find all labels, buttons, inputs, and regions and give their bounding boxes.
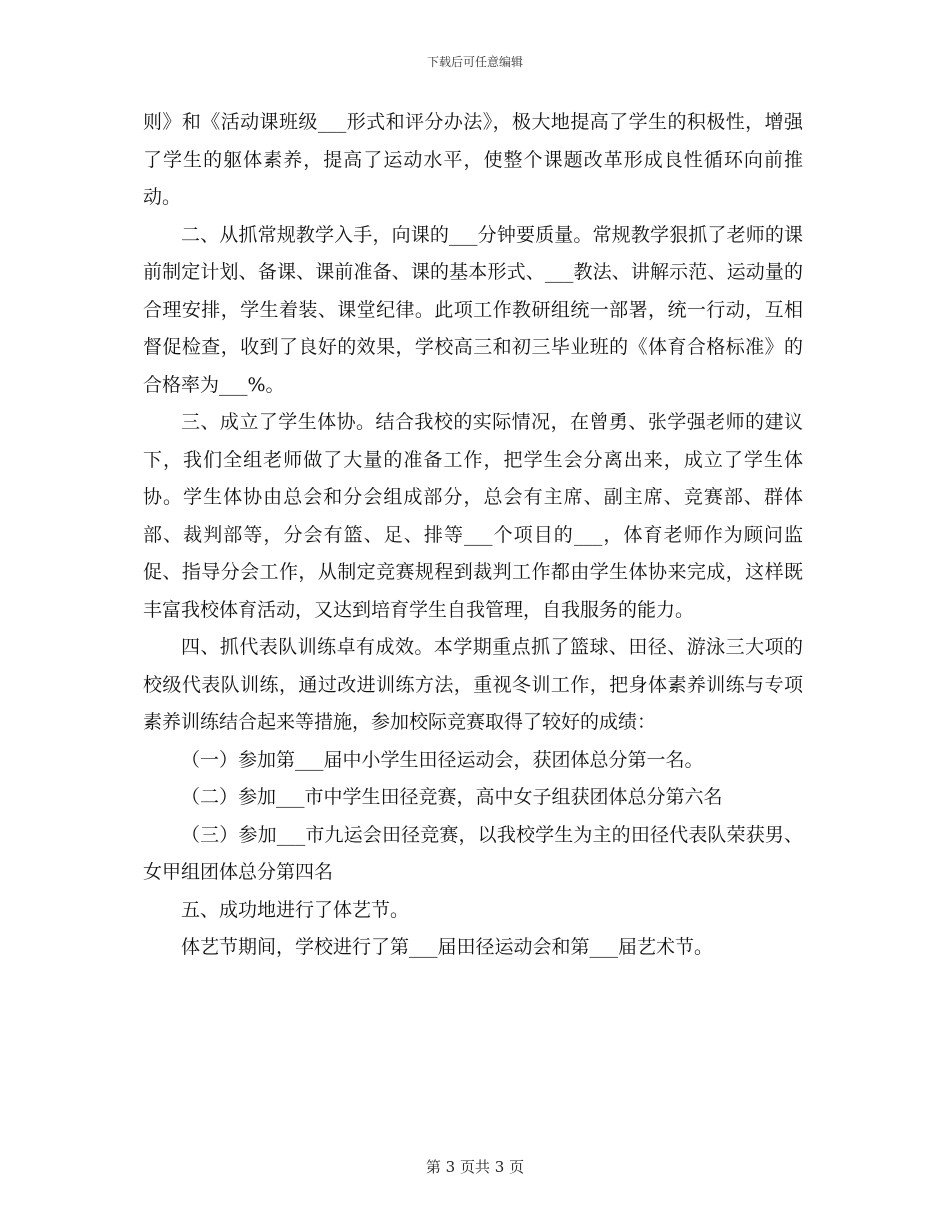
paragraph-3: 三、成立了学生体协。结合我校的实际情况，在曾勇、张学强老师的建议下，我们全组老师做了大量的准备工作，把学生会分离出来，成立了学生体协。学生体协由总会和分会组成部分，总会有主席、副主席、竞赛部、群体部、裁判部等，分会有篮、足、排等___个项目的___，体育老师作为顾问监促、指导分会工作，从制定竞赛规程到裁判工作都由学生体协来完成，这样既丰富我校体育活动，又达到培育学生自我管理，自我服务的能力。 (143, 411, 803, 621)
page-header: 下载后可任意编辑 (426, 55, 523, 69)
page-footer: 第 3 页共 3 页 (425, 1158, 525, 1176)
paragraph-4: 四、抓代表队训练卓有成效。本学期重点抓了篮球、田径、游泳三大项的校级代表队训练，通过改进训练方法，重视冬训工作，把身体素养训练与专项素养训练结合起来等措施，参加校际竞赛取得了较好的成绩： (143, 636, 803, 733)
paragraph-6: 体艺节期间，学校进行了第___届田径运动会和第___届艺术节。 (181, 936, 714, 958)
list-item-3: （三）参加___市九运会田径竞赛，以我校学生为主的田径代表队荣获男、女甲组团体总分第四名 (143, 823, 803, 883)
document-body (143, 104, 803, 967)
paragraph-5: 五、成功地进行了体艺节。 (181, 898, 410, 921)
list-item-2: （二）参加___市中学生田径竞赛，高中女子组获团体总分第六名 (181, 786, 723, 808)
paragraph-2: 二、从抓常规教学入手，向课的___分钟要质量。常规教学狠抓了老师的课前制定计划、备课、课前准备、课的基本形式、___教法、讲解示范、运动量的合理安排，学生着装、课堂纪律。此项工作教研组统一部署，统一行动，互相督促检查，收到了良好的效果，学校高三和初三毕业班的《体育合格标准》的合格率为___%。 (143, 223, 803, 396)
list-item-1: （一）参加第___届中小学生田径运动会，获团体总分第一名。 (181, 748, 704, 771)
paragraph-1: 则》和《活动课班级___形式和评分办法》，极大地提高了学生的积极性，增强了学生的躯体素养，提高了运动水平，使整个课题改革形成良性循环向前推动。 (143, 111, 803, 208)
